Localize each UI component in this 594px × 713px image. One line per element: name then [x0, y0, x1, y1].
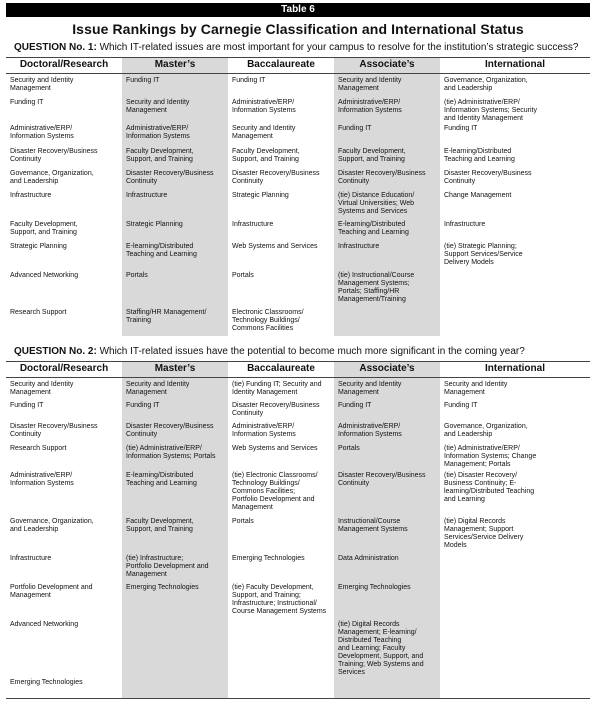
cell-baccalaureate: Administrative/ERP/ Information Systems: [232, 423, 296, 438]
cell-international: (tie) Digital Records Management; Support Services/Service Delivery Models: [444, 518, 524, 549]
cell-associates: (tie) Digital Records Management; E-learning/ Distributed Teaching and Learning; Faculty Development, Support, and Training; Web Systems and Services: [334, 618, 440, 676]
column-header-international: International: [484, 59, 545, 70]
cell-doctoral: Research Support: [10, 309, 67, 316]
cell-international: Security and Identity Management: [444, 381, 508, 396]
cell-baccalaureate: [228, 618, 334, 676]
cell-masters: Faculty Development, Support, and Training: [122, 145, 228, 167]
table-row: [6, 515, 590, 552]
question-1: [14, 41, 590, 54]
cell-international: Funding IT: [444, 402, 478, 409]
cell-masters: Staffing/HR Management/ Training: [122, 306, 228, 336]
cell-international: Funding IT: [444, 125, 478, 132]
cell-doctoral: Strategic Planning: [10, 243, 67, 250]
table-row: [6, 676, 590, 698]
cell-baccalaureate: Funding IT: [232, 77, 266, 84]
cell-baccalaureate: Faculty Development, Support, and Training: [232, 148, 300, 163]
cell-doctoral: Emerging Technologies: [10, 679, 83, 686]
cell-doctoral: Security and Identity Management: [10, 77, 74, 92]
cell-masters: Strategic Planning: [122, 218, 228, 240]
question-2-table: [6, 361, 590, 699]
cell-associates: E-learning/Distributed Teaching and Learning: [334, 218, 440, 240]
table-row: [6, 269, 590, 306]
cell-baccalaureate: Security and Identity Management: [232, 125, 296, 140]
cell-associates: Data Administration: [334, 552, 440, 581]
column-header-baccalaureate: Baccalaureate: [247, 363, 315, 374]
cell-associates: (tie) Instructional/Course Management Systems; Portals; Staffing/HR Management/Training: [334, 269, 440, 306]
header-row: [6, 57, 590, 74]
cell-baccalaureate: (tie) Funding IT; Security and Identity Management: [232, 381, 322, 396]
cell-international: Infrastructure: [444, 221, 486, 228]
column-header-doctoral: Doctoral/Research: [19, 59, 109, 70]
table-row: [6, 442, 590, 469]
cell-doctoral: Governance, Organization, and Leadership: [10, 518, 94, 533]
column-header-baccalaureate: Baccalaureate: [247, 59, 315, 70]
cell-baccalaureate: Administrative/ERP/ Information Systems: [232, 99, 296, 114]
cell-international: Disaster Recovery/Business Continuity: [444, 170, 532, 185]
column-header-masters: Master’s: [122, 362, 228, 377]
question-2-text: Which IT-related issues have the potential to become much more significant in the coming year?: [99, 346, 525, 357]
column-header-associates: Associate’s: [334, 362, 440, 377]
cell-international: [440, 269, 590, 306]
cell-international: (tie) Administrative/ERP/ Information Systems; Change Management; Portals: [444, 445, 537, 468]
cell-associates: (tie) Distance Education/ Virtual Universities; Web Systems and Services: [334, 189, 440, 218]
cell-international: [440, 676, 590, 698]
table-row: [6, 167, 590, 189]
cell-international: [440, 618, 590, 676]
cell-international: [440, 306, 590, 336]
cell-international: [440, 581, 590, 618]
cell-masters: Faculty Development, Support, and Training: [122, 515, 228, 552]
cell-doctoral: Security and Identity Management: [10, 381, 74, 396]
cell-doctoral: Infrastructure: [10, 555, 52, 562]
column-header-international: International: [484, 363, 545, 374]
cell-doctoral: Portfolio Development and Management: [10, 584, 93, 599]
table-row: [6, 122, 590, 145]
table-row: [6, 240, 590, 269]
cell-international: (tie) Administrative/ERP/ Information Systems; Security and Identity Management: [444, 99, 537, 122]
table-row: [6, 618, 590, 676]
cell-masters: [122, 618, 228, 676]
table-row: [6, 552, 590, 581]
cell-doctoral: Advanced Networking: [10, 621, 79, 628]
cell-baccalaureate: Emerging Technologies: [232, 555, 305, 562]
column-header-doctoral: Doctoral/Research: [19, 363, 109, 374]
cell-associates: [334, 676, 440, 698]
question-2: [14, 345, 590, 358]
table-row: [6, 469, 590, 515]
table-row: [6, 420, 590, 442]
cell-baccalaureate: Web Systems and Services: [232, 243, 318, 250]
cell-associates: Administrative/ERP/ Information Systems: [334, 420, 440, 442]
cell-doctoral: Infrastructure: [10, 192, 52, 199]
cell-baccalaureate: Disaster Recovery/Business Continuity: [232, 170, 320, 185]
cell-associates: Disaster Recovery/Business Continuity: [334, 167, 440, 189]
document-page: [0, 3, 594, 713]
question-1-number: QUESTION No. 1:: [14, 42, 97, 53]
cell-associates: Faculty Development, Support, and Training: [334, 145, 440, 167]
cell-associates: Security and Identity Management: [334, 378, 440, 399]
cell-masters: Infrastructure: [122, 189, 228, 218]
cell-masters: Security and Identity Management: [122, 378, 228, 399]
cell-doctoral: Administrative/ERP/ Information Systems: [10, 125, 74, 140]
question-1-table: [6, 57, 590, 336]
cell-baccalaureate: [228, 676, 334, 698]
table-row: [6, 145, 590, 167]
cell-baccalaureate: Portals: [232, 518, 254, 525]
cell-international: E-learning/Distributed Teaching and Learning: [444, 148, 515, 163]
cell-associates: Emerging Technologies: [334, 581, 440, 618]
cell-associates: [334, 306, 440, 336]
table-title: Issue Rankings by Carnegie Classification and International Status: [72, 21, 524, 37]
cell-masters: Administrative/ERP/ Information Systems: [122, 122, 228, 145]
cell-doctoral: Funding IT: [10, 99, 44, 106]
cell-masters: Funding IT: [122, 74, 228, 96]
column-header-associates: Associate’s: [334, 58, 440, 73]
table-row: [6, 306, 590, 336]
cell-masters: (tie) Administrative/ERP/ Information Systems; Portals: [122, 442, 228, 469]
cell-masters: [122, 676, 228, 698]
header-row: [6, 361, 590, 378]
cell-associates: Portals: [334, 442, 440, 469]
cell-international: Governance, Organization, and Leadership: [444, 423, 528, 438]
table-row: [6, 399, 590, 420]
question-1-body: [6, 74, 590, 336]
question-2-body: [6, 378, 590, 699]
cell-doctoral: Disaster Recovery/Business Continuity: [10, 148, 98, 163]
cell-masters: Disaster Recovery/Business Continuity: [122, 167, 228, 189]
column-header-masters: Master’s: [122, 58, 228, 73]
cell-doctoral: Research Support: [10, 445, 67, 452]
cell-baccalaureate: Electronic Classrooms/ Technology Buildings/ Commons Facilities: [232, 309, 304, 332]
cell-doctoral: Faculty Development, Support, and Training: [10, 221, 78, 236]
table-row: [6, 218, 590, 240]
cell-associates: Funding IT: [334, 399, 440, 420]
cell-masters: Funding IT: [122, 399, 228, 420]
table-row: [6, 74, 590, 96]
question-1-text: Which IT-related issues are most important for your campus to resolve for the institution’s strategic success?: [99, 42, 579, 53]
cell-masters: Portals: [122, 269, 228, 306]
cell-doctoral: Administrative/ERP/ Information Systems: [10, 472, 74, 487]
cell-associates: Administrative/ERP/ Information Systems: [334, 96, 440, 122]
table-label: Table 6: [6, 3, 590, 17]
cell-international: Governance, Organization, and Leadership: [444, 77, 528, 92]
cell-baccalaureate: (tie) Faculty Development, Support, and Training; Infrastructure; Instructional/ Course Management Systems: [232, 584, 327, 615]
table-row: [6, 581, 590, 618]
cell-baccalaureate: Infrastructure: [232, 221, 274, 228]
cell-masters: E-learning/Distributed Teaching and Learning: [122, 240, 228, 269]
cell-masters: (tie) Infrastructure; Portfolio Development and Management: [122, 552, 228, 581]
cell-baccalaureate: Disaster Recovery/Business Continuity: [232, 402, 320, 417]
cell-associates: Instructional/Course Management Systems: [334, 515, 440, 552]
cell-international: (tie) Disaster Recovery/ Business Continuity; E- learning/Distributed Teaching and Learning: [444, 472, 535, 503]
cell-masters: E-learning/Distributed Teaching and Learning: [122, 469, 228, 515]
question-2-number: QUESTION No. 2:: [14, 346, 97, 357]
table-row: [6, 378, 590, 399]
cell-international: [440, 552, 590, 581]
cell-associates: Security and Identity Management: [334, 74, 440, 96]
cell-doctoral: Funding IT: [10, 402, 44, 409]
cell-masters: Security and Identity Management: [122, 96, 228, 122]
cell-doctoral: Governance, Organization, and Leadership: [10, 170, 94, 185]
cell-international: (tie) Strategic Planning; Support Services/Service Delivery Models: [444, 243, 523, 266]
cell-associates: Disaster Recovery/Business Continuity: [334, 469, 440, 515]
cell-baccalaureate: Strategic Planning: [232, 192, 289, 199]
table-row: [6, 189, 590, 218]
cell-doctoral: Advanced Networking: [10, 272, 79, 279]
cell-baccalaureate: Web Systems and Services: [232, 445, 318, 452]
cell-associates: Infrastructure: [334, 240, 440, 269]
cell-baccalaureate: Portals: [232, 272, 254, 279]
cell-international: Change Management: [444, 192, 512, 199]
cell-doctoral: Disaster Recovery/Business Continuity: [10, 423, 98, 438]
table-row: [6, 96, 590, 122]
cell-baccalaureate: (tie) Electronic Classrooms/ Technology Buildings/ Commons Facilities; Portfolio Development and Management: [232, 472, 318, 511]
cell-masters: Disaster Recovery/Business Continuity: [122, 420, 228, 442]
cell-masters: Emerging Technologies: [122, 581, 228, 618]
cell-associates: Funding IT: [334, 122, 440, 145]
